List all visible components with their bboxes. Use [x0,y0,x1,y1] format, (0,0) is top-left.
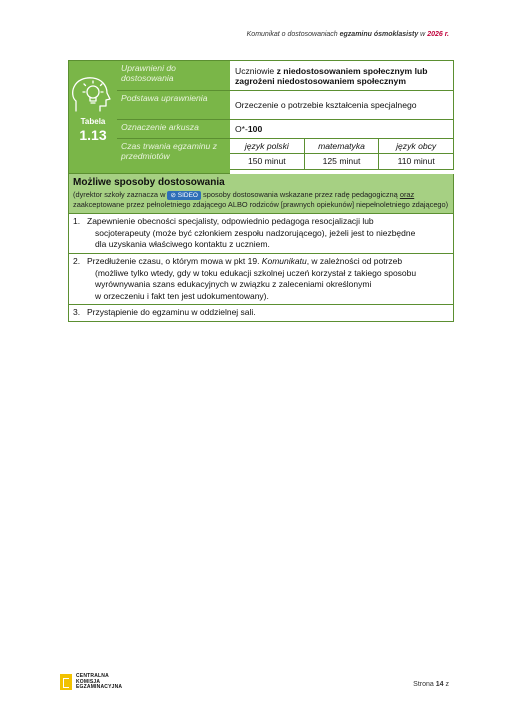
item-1-line-3: dla uzyskania właściwego kontaktu z uczniem. [95,239,270,250]
possible-description [73,190,449,209]
entitled-prefix: Uczniowie [235,65,277,76]
list-item [69,305,453,321]
item-2-line-1c: , w zależności od potrzeb [306,255,403,266]
duration-math: 125 minut [305,154,380,169]
sideo-label: SIDEO [177,192,198,199]
logo-line-2: KOMISJA [76,678,101,685]
duration-polish: 150 minut [230,154,305,169]
subject-foreign: język obcy [379,139,453,154]
basis-key: Podstawa uprawnienia [117,91,230,120]
page-header [247,31,449,38]
item-number: 3. [73,307,81,318]
header-prefix: Komunikat o dostosowaniach [246,31,340,38]
item-2-line-2: (możliwe tylko wtedy, gdy w toku edukacji szkolnej uczeń korzystał z takiego sposobu [95,267,417,278]
desc-part-a: (dyrektor szkoły zaznacza w [73,190,168,199]
cke-logo-text [76,674,122,691]
item-number: 1. [73,216,81,227]
duration-key: Czas trwania egzaminu z przedmiotów [117,139,230,174]
subject-math: matematyka [305,139,380,154]
entitled-bold: z niedostosowaniem społecznym lub zagrożeni niedostosowaniem społecznym [235,65,428,86]
list-item [69,214,453,254]
info-grid [117,60,454,174]
entitled-key: Uprawnieni do dostosowania [117,61,230,91]
logo-line-1: CENTRALNA [76,673,109,679]
accommodation-list [68,214,454,322]
item-2-line-1a: Przedłużenie czasu, o którym mowa w pkt 19. [87,255,262,266]
sideo-icon: ⊘ [170,192,178,199]
table-number: 1.13 [79,127,107,143]
item-1-line-1: Zapewnienie obecności specjalisty, odpowiednio pedagoga resocjalizacji lub [87,216,374,227]
header-exam: egzaminu ósmoklasisty [339,31,419,38]
list-item [69,254,453,305]
header-year: 2026 r. [427,31,449,38]
sheet-value [230,120,454,139]
sheet-bold: 100 [247,124,263,134]
logo-line-3: EGZAMINACYJNA [76,684,123,691]
page-prefix: Strona [413,681,436,688]
item-1-line-2: socjoterapeuty (może być członkiem zespołu nadzorującego), jeżeli jest to niezbędne [95,227,416,238]
page-number-value: 14 [435,681,444,688]
item-2-line-4: w orzeczeniu i fakt ten jest udokumentowany). [95,290,269,301]
head-lightbulb-icon [71,75,115,115]
cke-logo [60,674,122,691]
duration-foreign: 110 minut [397,156,435,166]
accommodation-table [68,60,454,322]
sheet-prefix: O*- [235,124,248,134]
desc-part-b: sposoby dostosowania wskazane przez radę pedagogiczną [200,190,400,199]
item-2-line-3: wyrównywania szans edukacyjnych w związku z zaleceniami określonymi [95,279,372,290]
basis-value: Orzeczenie o potrzebie kształcenia specjalnego [230,91,454,120]
header-mid: w [418,31,428,38]
cke-logo-icon [60,674,72,690]
sheet-key: Oznaczenie arkusza [117,120,230,139]
item-2-line-1b: Komunikatu [261,255,307,266]
possible-title: Możliwe sposoby dostosowania [73,177,225,188]
possible-accommodations [68,174,454,214]
entitled-value [230,61,454,91]
table-badge [68,60,117,174]
table-label: Tabela [80,117,106,126]
item-number: 2. [73,255,81,266]
page-number [413,681,449,688]
item-3-line-1: Przystąpienie do egzaminu w oddzielnej sali. [87,307,256,318]
sideo-badge [167,191,201,200]
desc-part-c: zaakceptowane przez pełnoletniego zdającego ALBO rodziców [prawnych opiekunów] niepełnoletniego zdającego) [73,200,449,209]
desc-oraz: oraz [399,190,415,199]
subject-polish: język polski [230,139,305,154]
page-suffix: z [443,681,449,688]
duration-value [230,139,454,170]
